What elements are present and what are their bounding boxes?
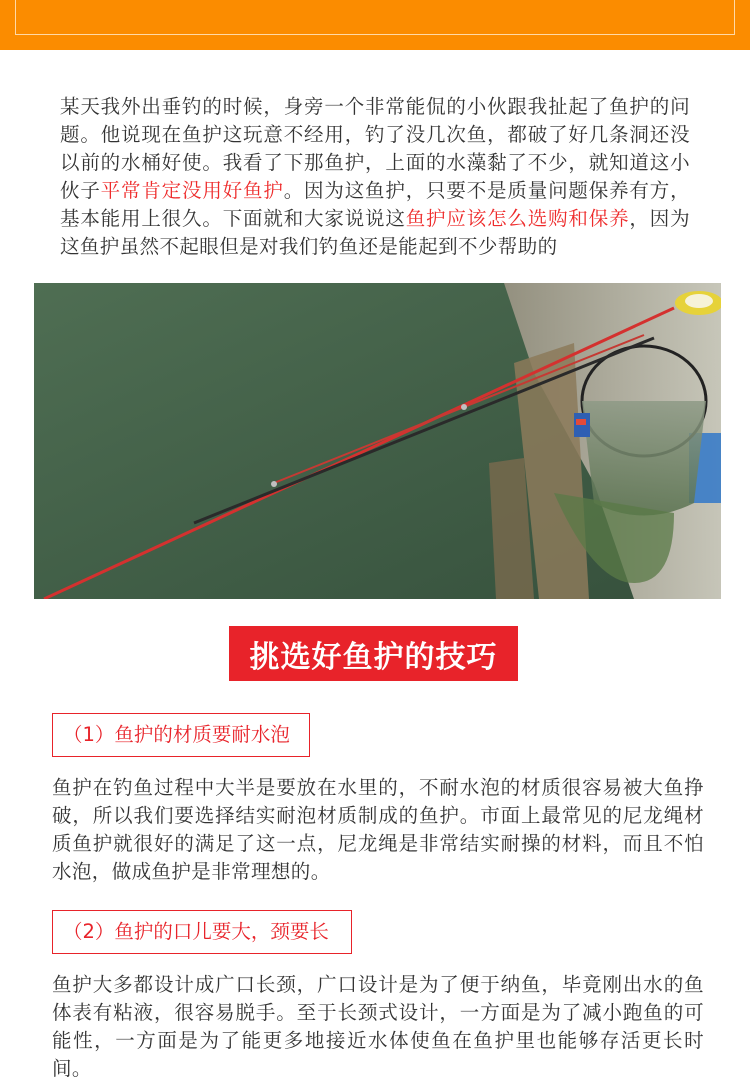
section-1-heading: （1）鱼护的材质要耐水泡: [52, 713, 310, 757]
section-2-heading: （2）鱼护的口儿要大，颈要长: [52, 910, 352, 954]
section-1-body: 鱼护在钓鱼过程中大半是要放在水里的，不耐水泡的材质很容易被大鱼挣破，所以我们要选择结实耐泡材质制成的鱼护。市面上最常见的尼龙绳材质鱼护就很好的满足了这一点，尼龙绳是非常结实耐操的材料，而且不怕水泡，做成鱼护是非常理想的。: [52, 776, 704, 883]
intro-paragraph: [60, 93, 690, 261]
section-2-body: 鱼护大多都设计成广口长颈，广口设计是为了便于纳鱼，毕竟刚出水的鱼体表有粘液，很容易脱手。至于长颈式设计，一方面是为了减小跑鱼的可能性，一方面是为了能更多地接近水体使鱼在鱼护里也能够存活更长时间。: [52, 973, 704, 1080]
intro-highlight-2: 鱼护应该怎么选购和保养: [405, 207, 630, 230]
fishing-net-photo: [34, 283, 721, 599]
intro-text-1: 某天我外出垂钓的时候，身旁一个非常能侃的小伙跟我扯起了鱼护的问题。他说现在鱼护这玩意不经用，钓了没几次鱼，都破了好几条洞还没以前的水桶好使。我看了下那鱼护，上面的水藻黏了不少，就知道这小伙子: [60, 95, 690, 202]
intro-text-3: ，因为这鱼护虽然不起眼但是对我们钓鱼还是能起到不少帮助的: [60, 207, 690, 258]
intro-highlight-1: 平常肯定没用好鱼护: [100, 179, 284, 202]
top-banner-frame: [15, 0, 735, 35]
section-banner-title: 挑选好鱼护的技巧: [229, 626, 518, 681]
top-banner: [0, 0, 750, 50]
intro-text-2: 。因为这鱼护，只要不是质量问题保养有方，基本能用上很久。下面就和大家说说这: [60, 179, 690, 230]
